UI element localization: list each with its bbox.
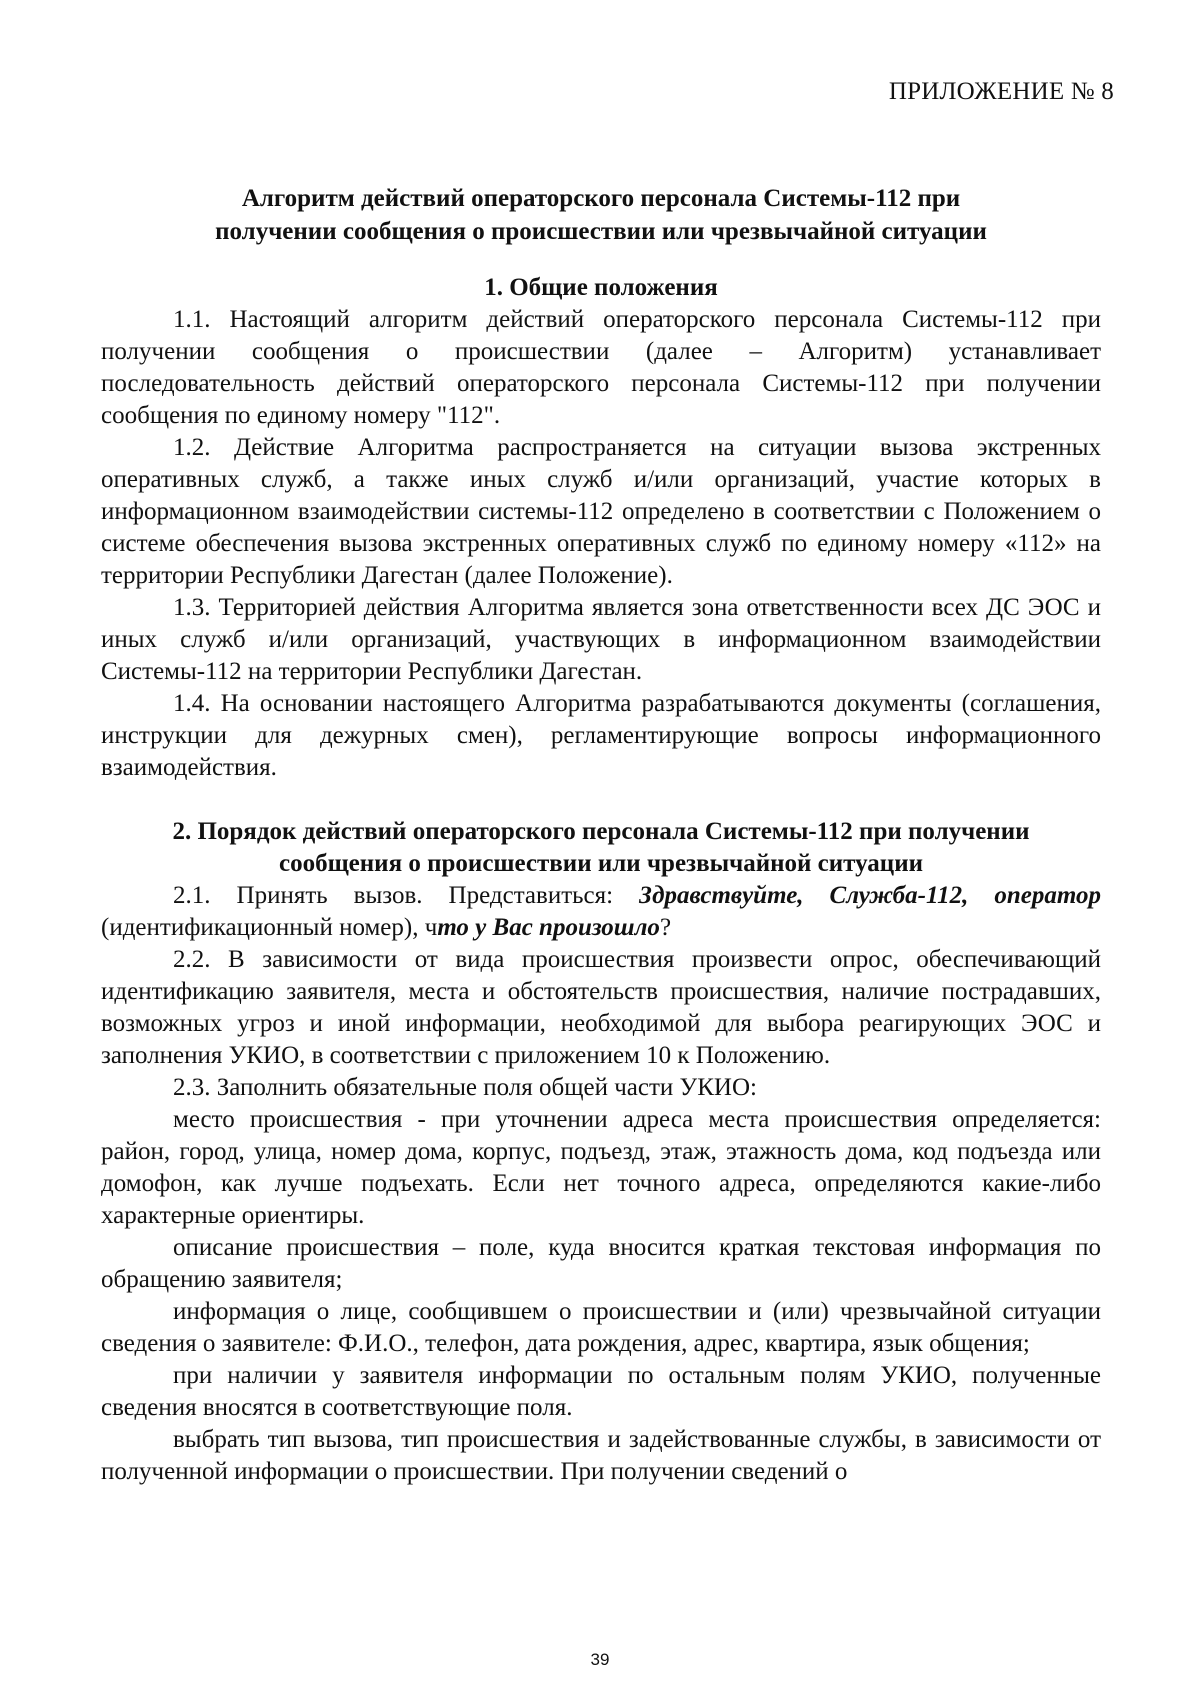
page-number: 39 [590,1650,610,1669]
question-phrase: то у Вас произошло [437,914,660,941]
document-title-line2: получении сообщения о происшествии или чрезвычайной ситуации [215,218,987,245]
paragraph-1-4: 1.4. На основании настоящего Алгоритма разрабатываются документы (соглашения, инструкции для дежурных смен), регламентирующие вопросы информационного взаимодействия. [101,690,1101,781]
paragraph-2-1-text-cont: (идентификационный номер), ч [101,914,438,941]
paragraph-2-3: 2.3. Заполнить обязательные поля общей части УКИО: [173,1074,757,1101]
section1-heading: 1. Общие положения [484,274,718,301]
paragraph-2-2: 2.2. В зависимости от вида происшествия произвести опрос, обеспечивающий идентификацию заявителя, места и обстоятельств происшествия, наличие пострадавших, возможных угроз и иной информации, необходимой для выбора реагирующих ЭОС и заполнения УКИО, в соответствии с приложением 10 к Положению. [101,946,1101,1069]
paragraph-other-fields: при наличии у заявителя информации по остальным полям УКИО, полученные сведения вносятся в соответствующие поля. [101,1362,1101,1421]
paragraph-1-2: 1.2. Действие Алгоритма распространяется на ситуации вызова экстренных оперативных служб, а также иных служб и/или организаций, участие которых в информационном взаимодействии системы-112 определено в соответствии с Положением о системе обеспечения вызова экстренных оперативных служб по единому номеру «112» на территории Республики Дагестан (далее Положение). [101,434,1101,589]
paragraph-incident-description: описание происшествия – поле, куда вносится краткая текстовая информация по обращению заявителя; [101,1234,1101,1293]
paragraph-incident-location: место происшествия - при уточнении адреса места происшествия определяется: район, город, улица, номер дома, корпус, подъезд, этаж, этажность дома, код подъезда или домофон, как лучше подъехать. Если нет точного адреса, определяются какие-либо характерные ориентиры. [101,1106,1101,1229]
paragraph-2-1-text: 2.1. Принять вызов. Представиться: [173,882,640,909]
paragraph-call-type: выбрать тип вызова, тип происшествия и задействованные службы, в зависимости от полученной информации о происшествии. При получении сведений о [101,1426,1101,1485]
section2-heading-line1: 2. Порядок действий операторского персонала Системы-112 при получении [172,818,1030,845]
paragraph-2-1 [101,880,1101,944]
greeting-phrase: Здравствуйте, Служба-112, оператор [639,882,1101,909]
document-body [101,182,1101,1488]
paragraph-1-3: 1.3. Территорией действия Алгоритма является зона ответственности всех ДС ЭОС и иных служб и/или организаций, участвующих в информационном взаимодействии Системы-112 на территории Республики Дагестан. [101,594,1101,685]
paragraph-caller-info: информация о лице, сообщившем о происшествии и (или) чрезвычайной ситуации сведения о заявителе: Ф.И.О., телефон, дата рождения, адрес, квартира, язык общения; [101,1298,1101,1357]
document-title-line1: Алгоритм действий операторского персонала Системы-112 при [241,185,961,212]
paragraph-1-1: 1.1. Настоящий алгоритм действий операторского персонала Системы-112 при получении сообщения о происшествии (далее – Алгоритм) устанавливает последовательность действий операторского персонала Системы-112 при получении сообщения по единому номеру "112". [101,306,1101,429]
appendix-label: ПРИЛОЖЕНИЕ № 8 [888,78,1114,105]
paragraph-2-1-end: ? [659,914,672,941]
document-title [101,182,1101,248]
section2-heading-line2: сообщения о происшествии или чрезвычайной ситуации [278,850,924,877]
section2-heading [101,816,1101,880]
